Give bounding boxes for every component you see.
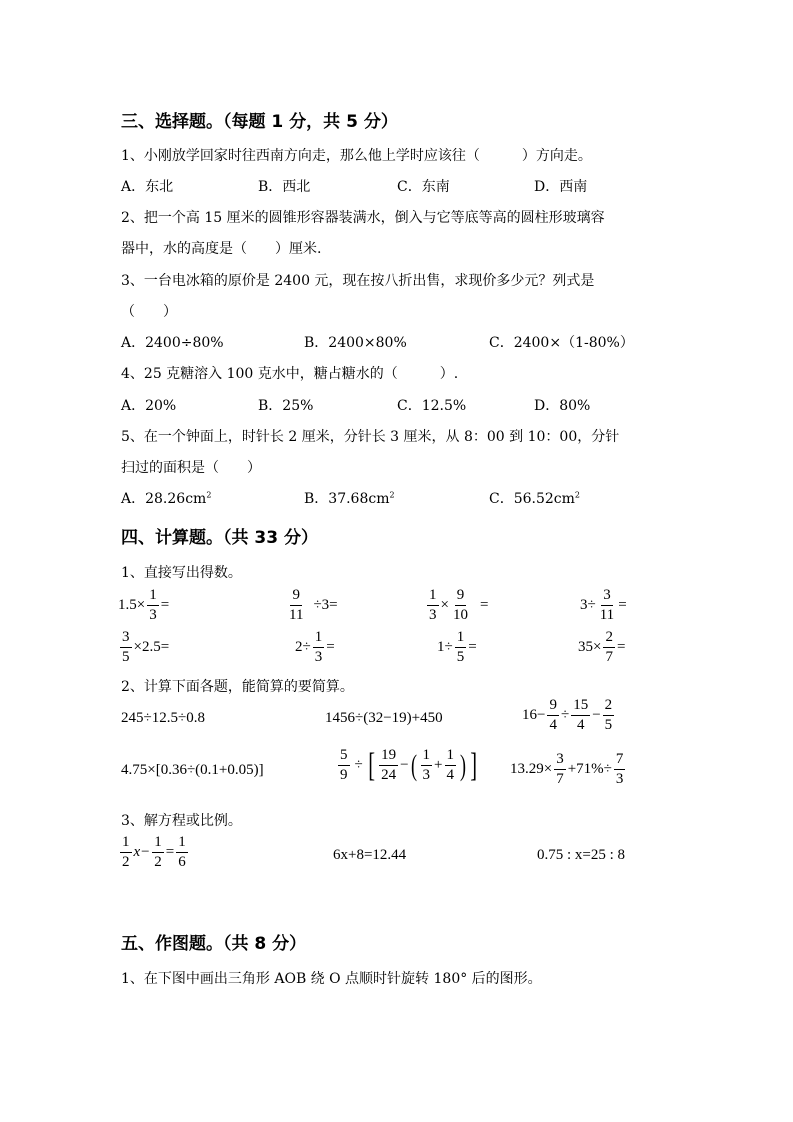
question-5-1: 1、在下图中画出三角形 AOB 绕 O 点顺时针旋转 180° 后的图形。 [121, 971, 542, 987]
question-3-3-line2: （ ） [121, 304, 177, 320]
option-b: B．25% [258, 398, 314, 414]
calc-item: 1÷ $\frac{1}{5}$ = [437, 629, 477, 665]
section-5-title: 五、作图题。（共 8 分） [121, 934, 307, 954]
option-a: A．东北 [121, 179, 174, 195]
question-3-3-line1: 3、一台电冰箱的原价是 2400 元，现在按八折出售，求现价多少元？列式是 [121, 273, 595, 289]
option-b: B．$37.68cm^2$ [304, 490, 395, 507]
calc-expression: 4.75×[0.36÷(0.1+0.05)] [121, 762, 264, 778]
option-b: B．西北 [258, 179, 311, 195]
problem-4-2-prompt: 2、计算下面各题，能简算的要简算。 [121, 679, 354, 695]
option-c: C．东南 [397, 179, 450, 195]
equation: 0.75 : x=25 : 8 [537, 847, 626, 863]
calc-item: $\frac{1}{3}$ × $\frac{9}{10}$ = [429, 587, 489, 623]
question-3-5-line2: 扫过的面积是（ ） [121, 460, 261, 476]
option-d: D．西南 [534, 179, 588, 195]
calc-expression: 16− $\frac{9}{4}$ ÷ $\frac{15}{4}$ − $\frac{2}{5}$ [522, 697, 613, 733]
option-b: B．2400×80% [304, 335, 407, 351]
section-4-title: 四、计算题。（共 33 分） [121, 528, 318, 548]
problem-4-1-prompt: 1、直接写出得数。 [121, 565, 242, 581]
calc-expression: $\frac{5}{9}$ ÷ [ 19 24 − ( 1 3 + $\frac{1}{4}$ ) ] [340, 746, 478, 784]
question-3-2-line2: 器中，水的高度是（ ）厘米. [121, 241, 322, 257]
calc-expression: 245÷12.5÷0.8 [121, 710, 205, 726]
question-3-2-line1: 2、把一个高 15 厘米的圆锥形容器装满水，倒入与它等底等高的圆柱形玻璃容 [121, 210, 605, 226]
calc-item: 2÷ $\frac{1}{3}$ = [295, 629, 335, 665]
calc-item: 3÷ $\frac{3}{11}$ = [580, 587, 627, 623]
calc-item: $\frac{9}{11}$ ÷3= [289, 587, 338, 623]
option-c: C．2400×（1-80%） [489, 335, 634, 351]
question-3-4: 4、25 克糖溶入 100 克水中，糖占糖水的（ ）. [121, 366, 459, 382]
calc-item: $\frac{3}{5}$ ×2.5= [122, 629, 170, 665]
option-c: C．$56.52cm^2$ [489, 490, 581, 507]
calc-expression: 13.29× $\frac{3}{7}$ +71%÷ $\frac{7}{3}$ [510, 751, 624, 787]
option-a: A．$28.26cm^2$ [121, 490, 212, 507]
calc-expression: 1456÷(32−19)+450 [325, 710, 443, 726]
section-3-title: 三、选择题。（每题 1 分，共 5 分） [121, 112, 398, 132]
equation: 6x+8=12.44 [333, 847, 407, 863]
question-3-5-line1: 5、在一个钟面上，时针长 2 厘米，分针长 3 厘米，从 8：00 到 10：00，分针 [121, 429, 620, 445]
option-d: D．80% [534, 398, 591, 414]
problem-4-3-prompt: 3、解方程或比例。 [121, 813, 242, 829]
calc-item: 35× $\frac{2}{7}$ = [578, 629, 626, 665]
option-a: A．20% [121, 398, 177, 414]
option-a: A．2400÷80% [121, 335, 224, 351]
equation: 1 2 x− $\frac{1}{2}$ = $\frac{1}{6}$ [122, 834, 186, 870]
calc-item: 1.5× $\frac{1}{3}$ = [118, 587, 170, 623]
option-c: C．12.5% [397, 398, 467, 414]
question-3-1: 1、小刚放学回家时往西南方向走，那么他上学时应该往（ ）方向走。 [121, 148, 592, 164]
